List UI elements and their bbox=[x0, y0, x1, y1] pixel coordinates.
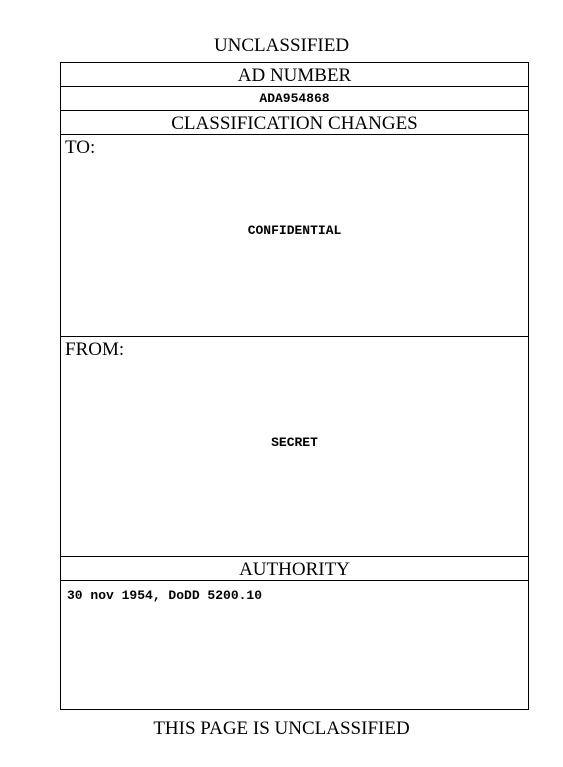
ad-number-value-row bbox=[61, 87, 528, 111]
to-label: TO: bbox=[65, 137, 96, 158]
from-classification-value: SECRET bbox=[271, 435, 318, 450]
ad-number-heading-row bbox=[61, 63, 528, 87]
classification-form bbox=[60, 62, 529, 710]
from-label: FROM: bbox=[65, 339, 125, 360]
classification-changes-heading-row bbox=[61, 111, 528, 135]
authority-heading-row bbox=[61, 557, 528, 581]
page-classification-footer: THIS PAGE IS UNCLASSIFIED bbox=[153, 718, 410, 739]
authority-heading: AUTHORITY bbox=[239, 559, 350, 580]
ad-number-value: ADA954868 bbox=[259, 91, 330, 106]
authority-value: 30 nov 1954, DoDD 5200.10 bbox=[67, 588, 263, 603]
ad-number-heading: AD NUMBER bbox=[237, 65, 352, 86]
to-section bbox=[61, 135, 528, 337]
classification-changes-heading: CLASSIFICATION CHANGES bbox=[171, 113, 418, 134]
top-classification-banner: UNCLASSIFIED bbox=[213, 35, 350, 56]
to-classification-value: CONFIDENTIAL bbox=[247, 223, 342, 238]
authority-section bbox=[61, 581, 528, 709]
from-section bbox=[61, 337, 528, 557]
